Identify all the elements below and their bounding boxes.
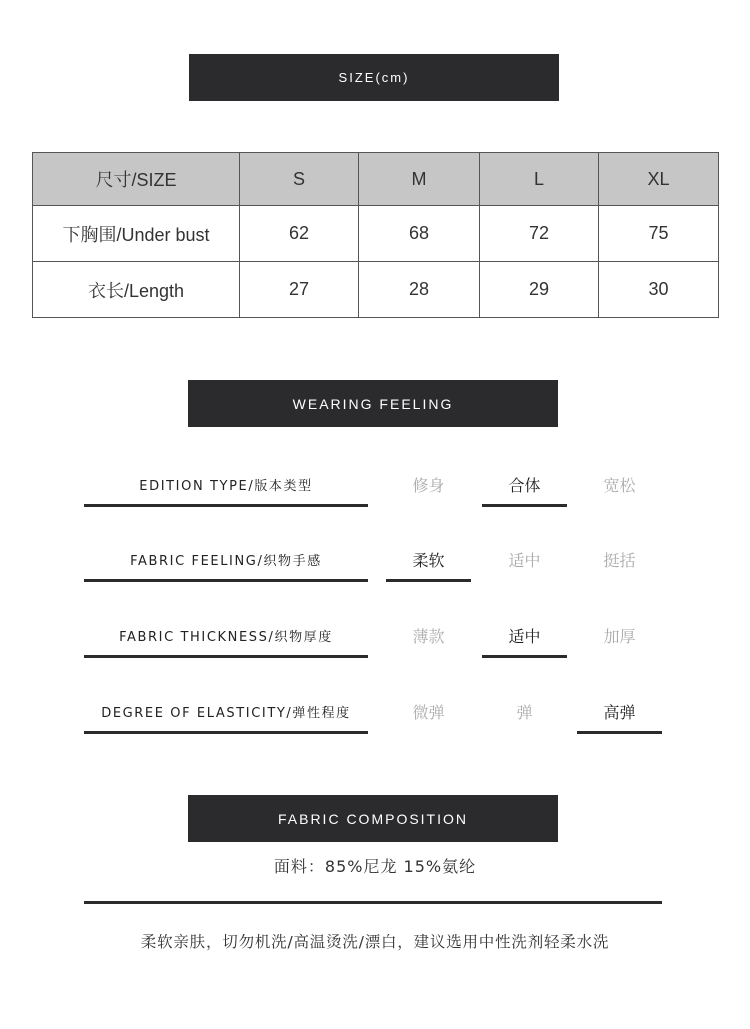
feel-label-underline	[84, 504, 368, 507]
feel-row-elasticity	[0, 693, 750, 763]
feel-option: 弹	[516, 702, 533, 722]
size-title-text: SIZE(cm)	[338, 70, 410, 85]
header-cell-s: S	[240, 153, 359, 206]
table-cell: 68	[359, 206, 480, 262]
table-row	[33, 262, 719, 318]
feel-label-underline	[84, 655, 368, 658]
feel-option: 加厚	[603, 626, 636, 646]
table-cell: 75	[599, 206, 719, 262]
feel-option: 适中	[482, 617, 567, 653]
table-cell: 30	[599, 262, 719, 318]
header-cell-m: M	[359, 153, 480, 206]
size-table-header-row	[33, 153, 719, 206]
feel-row-fabric-thickness	[0, 617, 750, 687]
fabric-composition-title	[188, 795, 558, 842]
feel-option: 挺括	[603, 550, 636, 570]
feel-option: 修身	[412, 475, 445, 495]
table-cell: 27	[240, 262, 359, 318]
feel-label: FABRIC FEELING/织物手感	[130, 553, 322, 569]
wearing-feeling-title	[188, 380, 558, 427]
feel-option: 微弹	[412, 702, 445, 722]
divider	[84, 901, 662, 904]
fabric-composition-text: 面料：85%尼龙 15%氨纶	[273, 857, 477, 876]
size-section-title	[189, 54, 559, 101]
feel-label-underline	[84, 731, 368, 734]
row-label-length: 衣长/Length	[33, 262, 240, 318]
feel-label-underline	[84, 579, 368, 582]
header-cell-xl: XL	[599, 153, 719, 206]
table-row	[33, 206, 719, 262]
size-table	[32, 152, 719, 318]
feel-label: FABRIC THICKNESS/织物厚度	[119, 629, 333, 645]
feel-option: 高弹	[577, 693, 662, 729]
feel-option: 适中	[508, 550, 541, 570]
header-cell-size: 尺寸/SIZE	[33, 153, 240, 206]
header-cell-l: L	[480, 153, 599, 206]
feel-label: DEGREE OF ELASTICITY/弹性程度	[101, 705, 351, 721]
row-label-under-bust: 下胸围/Under bust	[33, 206, 240, 262]
feel-label: EDITION TYPE/版本类型	[139, 478, 313, 494]
feel-row-fabric-feeling	[0, 541, 750, 611]
care-instructions: 柔软亲肤，切勿机洗/高温烫洗/漂白，建议选用中性洗剂轻柔水洗	[140, 933, 610, 951]
feel-option: 柔软	[386, 541, 471, 577]
table-cell: 72	[480, 206, 599, 262]
wearing-title-text: WEARING FEELING	[292, 395, 454, 412]
table-cell: 28	[359, 262, 480, 318]
table-cell: 62	[240, 206, 359, 262]
feel-row-edition-type	[0, 466, 750, 536]
table-cell: 29	[480, 262, 599, 318]
feel-option: 合体	[482, 466, 567, 502]
feel-option: 宽松	[603, 475, 636, 495]
fabric-title-text: FABRIC COMPOSITION	[277, 810, 468, 827]
feel-option: 薄款	[412, 626, 445, 646]
